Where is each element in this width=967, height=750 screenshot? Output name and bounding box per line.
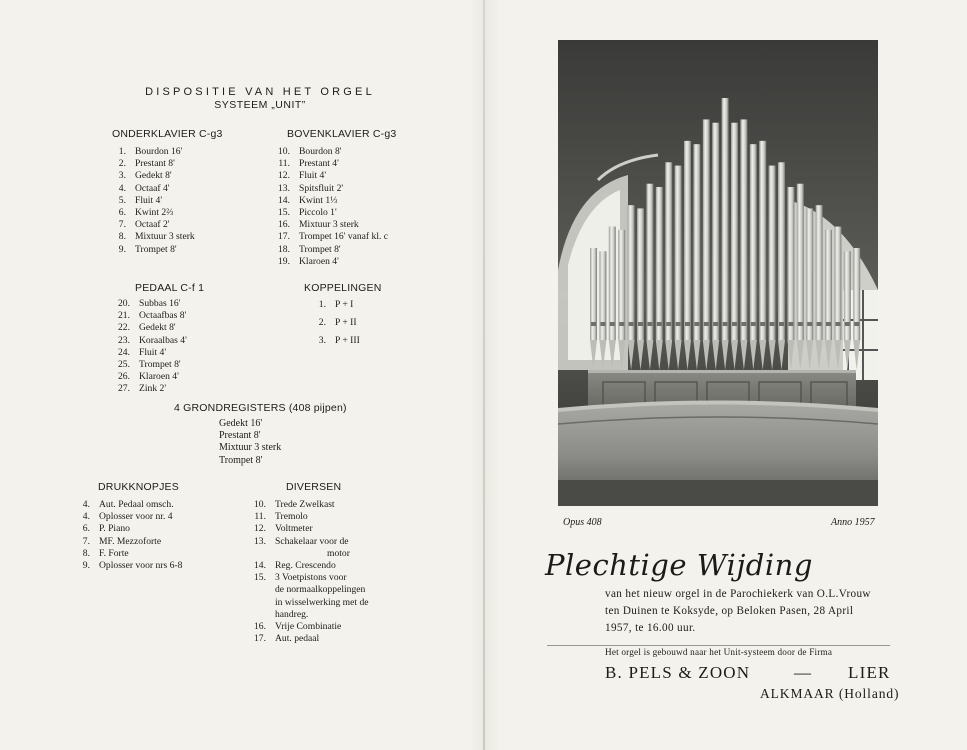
koppelingen-list (300, 296, 360, 350)
organ-pipe-mouth (751, 322, 756, 326)
disposition-title-line1: DISPOSITIE VAN HET ORGEL (145, 86, 375, 98)
organ-pipe-mouth (732, 322, 737, 326)
organ-pipe (590, 248, 597, 340)
koppeling-number: 3. (318, 335, 326, 346)
onderklavier-list (100, 146, 195, 256)
koppeling-label: P + III (335, 335, 360, 346)
bovenklavier-label: Kwint 1⅓ (299, 194, 338, 206)
firm-dash: — (794, 663, 813, 682)
bovenklavier-label: Mixtuur 3 sterk (299, 219, 359, 231)
diversen-number (238, 609, 275, 621)
organ-illustration (558, 40, 878, 506)
bovenklavier-item (264, 170, 388, 182)
pedaal-number: 20. (118, 298, 130, 309)
diversen-item (238, 584, 369, 596)
pedaal-label: Koraalbas 4' (139, 334, 187, 346)
drukknop-label: Oplosser voor nrs 6-8 (99, 560, 183, 572)
bovenklavier-number: 13. (278, 182, 290, 194)
pedaal-number: 27. (118, 383, 130, 395)
diversen-item (238, 633, 369, 645)
organ-pipe-mouth (610, 322, 615, 326)
koppelingen-heading: KOPPELINGEN (304, 282, 382, 294)
organ-pipe (806, 208, 813, 340)
bovenklavier-label: Prestant 4' (299, 158, 339, 170)
organ-pipe-mouth (723, 322, 728, 326)
organ-pipe-mouth (657, 322, 662, 326)
diversen-list (238, 499, 369, 645)
diversen-item (238, 621, 369, 633)
organ-pipe-mouth (845, 322, 850, 326)
drukknop-label: MF. Mezzoforte (99, 535, 162, 547)
organ-pipe (646, 184, 653, 340)
organ-pipe (628, 205, 635, 340)
grondregister-item: Trompet 8' (219, 454, 263, 466)
diversen-label: Aut. pedaal (275, 633, 320, 645)
drukknop-item (68, 548, 182, 560)
bovenklavier-item (264, 244, 388, 256)
organ-pipe (675, 166, 682, 340)
pedaal-item (104, 310, 187, 322)
drukknop-number: 4. (82, 499, 90, 510)
organ-pipe-mouth (779, 322, 784, 326)
organ-pipe-mouth (647, 322, 652, 326)
builder-note: Het orgel is gebouwd naar het Unit-systeem door de Firma (605, 647, 833, 657)
organ-pipe (750, 144, 757, 340)
diversen-item (238, 609, 369, 621)
pedaal-item (104, 359, 187, 371)
organ-pipe-mouth (741, 322, 746, 326)
onderklavier-item (100, 158, 195, 170)
diversen-item (238, 511, 369, 523)
ceremony-title: Plechtige Wijding (545, 548, 813, 582)
diversen-number: 12. (254, 523, 266, 535)
pedaal-number: 24. (118, 346, 130, 358)
onderklavier-number: 9. (118, 243, 126, 255)
pedaal-number: 23. (118, 334, 130, 346)
onderklavier-item (100, 170, 195, 182)
diversen-number: 13. (254, 535, 266, 547)
firm-city-alkmaar: ALKMAAR (Holland) (760, 686, 900, 701)
pedaal-label: Gedekt 8' (139, 322, 176, 334)
organ-pipe-mouth (694, 322, 699, 326)
onderklavier-label: Prestant 8' (135, 158, 175, 170)
onderklavier-item (100, 219, 195, 231)
pedaal-number: 21. (118, 310, 130, 322)
organ-pipe-mouth (685, 322, 690, 326)
koppeling-item (300, 314, 360, 332)
organ-pipe-mouth (854, 322, 859, 326)
koppeling-label: P + II (335, 317, 357, 328)
bovenklavier-item (264, 256, 388, 268)
diversen-item (238, 572, 369, 584)
organ-pipe (656, 187, 663, 340)
onderklavier-number: 4. (118, 182, 126, 194)
drukknop-item (68, 536, 182, 548)
organ-pipe-mouth (600, 322, 605, 326)
drukknop-number: 8. (82, 547, 90, 559)
bovenklavier-number: 11. (278, 158, 290, 170)
drukknopjes-heading: DRUKKNOPJES (98, 481, 179, 493)
bovenklavier-number: 17. (278, 231, 290, 243)
drukknop-number: 6. (82, 523, 90, 535)
bovenklavier-number: 10. (278, 146, 290, 157)
diversen-item (238, 536, 369, 548)
koppeling-item (300, 296, 360, 314)
pedaal-item (104, 335, 187, 347)
onderklavier-number: 7. (118, 219, 126, 231)
divider-rule (547, 645, 890, 646)
drukknop-number: 4. (82, 511, 90, 523)
organ-pipe (769, 166, 776, 340)
organ-pipe (740, 119, 747, 340)
koppeling-number: 2. (318, 317, 326, 328)
organ-pipe-mouth (638, 322, 643, 326)
onderklavier-label: Trompet 8' (135, 243, 177, 255)
bovenklavier-label: Trompet 16' vanaf kl. c (299, 231, 389, 243)
onderklavier-label: Bourdon 16' (135, 146, 183, 157)
diversen-label: Voltmeter (275, 523, 313, 535)
diversen-number: 14. (254, 560, 266, 572)
pedaal-label: Trompet 8' (139, 359, 181, 371)
organ-pipe (637, 208, 644, 340)
drukknop-item (68, 511, 182, 523)
pedaal-item (104, 383, 187, 395)
description-line: ten Duinen te Koksyde, op Beloken Pasen, 28 April (605, 605, 854, 617)
organ-pipe (722, 98, 729, 340)
koppeling-label: P + I (335, 299, 354, 310)
opus-label: Opus 408 (563, 517, 602, 528)
diversen-label: Vrije Combinatie (275, 621, 342, 633)
organ-pipe (712, 123, 719, 340)
bovenklavier-label: Piccolo 1' (299, 207, 337, 219)
organ-pipe (778, 162, 785, 340)
drukknop-number: 9. (82, 560, 90, 572)
bovenklavier-label: Spitsfluit 2' (299, 182, 344, 194)
pedaal-item (104, 298, 187, 310)
diversen-number: 17. (254, 633, 266, 645)
bovenklavier-item (264, 183, 388, 195)
drukknop-label: F. Forte (99, 547, 129, 559)
diversen-heading: DIVERSEN (286, 481, 342, 493)
diversen-label: motor (327, 547, 350, 559)
diversen-label: Reg. Crescendo (275, 560, 336, 572)
pedaal-number: 26. (118, 371, 130, 383)
disposition-title (100, 86, 420, 111)
organ-pipe-mouth (835, 322, 840, 326)
diversen-label: 3 Voetpistons voor (275, 572, 347, 584)
diversen-label: Tremolo (275, 511, 308, 523)
bovenklavier-label: Klaroen 4' (299, 255, 339, 267)
onderklavier-item (100, 146, 195, 158)
diversen-number: 16. (254, 621, 266, 633)
disposition-title-line2: SYSTEEM „UNIT” (214, 99, 306, 111)
diversen-item (238, 499, 369, 511)
diversen-label: handreg. (275, 608, 309, 620)
bovenklavier-number: 19. (278, 255, 290, 267)
organ-pipe (684, 141, 691, 340)
organ-pipe-mouth (826, 322, 831, 326)
ceremony-description (605, 586, 871, 637)
organ-pipe-mouth (807, 322, 812, 326)
drukknopjes-list (68, 499, 182, 572)
diversen-label: in wisselwerking met de (275, 596, 369, 608)
onderklavier-label: Gedekt 8' (135, 170, 172, 182)
pedaal-label: Fluit 4' (139, 346, 167, 358)
diversen-item (238, 597, 369, 609)
pedaal-label: Octaafbas 8' (139, 310, 187, 322)
firm-name: B. PELS & ZOON (605, 663, 751, 682)
bovenklavier-list (264, 146, 388, 268)
onderklavier-label: Octaaf 2' (135, 219, 170, 231)
drukknop-item (68, 560, 182, 572)
diversen-item (238, 560, 369, 572)
bovenklavier-label: Bourdon 8' (299, 146, 342, 157)
onderklavier-label: Kwint 2⅔ (135, 207, 174, 219)
organ-pipe (816, 205, 823, 340)
pedaal-number: 25. (118, 359, 130, 371)
organ-pipe (731, 123, 738, 340)
bovenklavier-item (264, 231, 388, 243)
organ-pipe (599, 251, 606, 340)
koppeling-number: 1. (318, 299, 326, 310)
firm-city-lier: LIER (848, 663, 891, 682)
pedaal-heading: PEDAAL C-f 1 (135, 282, 205, 294)
koppeling-item (300, 332, 360, 350)
onderklavier-number: 5. (118, 194, 126, 206)
pedaal-label: Subbas 16' (139, 298, 181, 309)
bovenklavier-number: 12. (278, 170, 290, 182)
organ-pipe-mouth (676, 322, 681, 326)
bovenklavier-heading: BOVENKLAVIER C-g3 (287, 128, 397, 140)
organ-pipe-mouth (713, 322, 718, 326)
diversen-number: 15. (254, 572, 266, 584)
bovenklavier-item (264, 207, 388, 219)
diversen-item (238, 523, 369, 535)
diversen-item (238, 548, 369, 560)
organ-pipe-mouth (788, 322, 793, 326)
organ-pipe (759, 141, 766, 340)
anno-label: Anno 1957 (831, 517, 875, 528)
drukknop-item (68, 499, 182, 511)
bovenklavier-number: 14. (278, 194, 290, 206)
bovenklavier-number: 15. (278, 207, 290, 219)
organ-photo (558, 40, 878, 506)
grondregister-item: Gedekt 16' (219, 418, 263, 429)
organ-pipe-mouth (591, 322, 596, 326)
onderklavier-number: 6. (118, 207, 126, 219)
pedaal-label: Zink 2' (139, 383, 167, 395)
pedaal-label: Klaroen 4' (139, 371, 179, 383)
onderklavier-item (100, 183, 195, 195)
pedaal-number: 22. (118, 322, 130, 334)
bovenklavier-item (264, 219, 388, 231)
organ-pipe-mouth (817, 322, 822, 326)
page-fold (483, 0, 485, 750)
organ-pipe-mouth (798, 322, 803, 326)
bovenklavier-item (264, 195, 388, 207)
organ-pipe (665, 162, 672, 340)
bovenklavier-number: 16. (278, 219, 290, 231)
bovenklavier-number: 18. (278, 243, 290, 255)
bovenklavier-label: Trompet 8' (299, 243, 341, 255)
onderklavier-item (100, 244, 195, 256)
onderklavier-item (100, 195, 195, 207)
pedaal-item (104, 371, 187, 383)
organ-pipe-mouth (666, 322, 671, 326)
fold-shadow (470, 0, 500, 750)
organ-pipe (853, 248, 860, 340)
bovenklavier-label: Fluit 4' (299, 170, 327, 182)
organ-pipe (844, 251, 851, 340)
description-line: 1957, te 16.00 uur. (605, 622, 696, 634)
diversen-number: 10. (254, 499, 266, 510)
onderklavier-number: 2. (118, 158, 126, 170)
organ-pipe-mouth (770, 322, 775, 326)
organ-pipe (703, 119, 710, 340)
pedaal-item (104, 347, 187, 359)
onderklavier-number: 8. (118, 231, 126, 243)
onderklavier-item (100, 207, 195, 219)
organ-pipe-mouth (704, 322, 709, 326)
organ-pipe (787, 187, 794, 340)
bovenklavier-item (264, 158, 388, 170)
grondregisters-list (219, 418, 281, 467)
organ-pipe (797, 184, 804, 340)
organ-pipe-mouth (760, 322, 765, 326)
diversen-label: de normaalkoppelingen (275, 584, 366, 596)
onderklavier-label: Fluit 4' (135, 194, 163, 206)
onderklavier-number: 1. (118, 146, 126, 157)
onderklavier-label: Octaaf 4' (135, 182, 170, 194)
diversen-number: 11. (254, 511, 266, 523)
drukknop-label: Aut. Pedaal omsch. (99, 499, 174, 510)
diversen-number (238, 548, 275, 560)
drukknop-label: P. Piano (99, 523, 130, 535)
grondregisters-heading: 4 GRONDREGISTERS (408 pijpen) (174, 402, 347, 414)
description-line: van het nieuw orgel in de Parochiekerk van O.L.Vrouw (605, 588, 871, 600)
diversen-number (238, 584, 275, 596)
grondregister-item: Prestant 8' (219, 430, 261, 442)
drukknop-item (68, 523, 182, 535)
diversen-number (238, 597, 275, 609)
organ-pipe (693, 144, 700, 340)
diversen-label: Schakelaar voor de (275, 535, 349, 547)
onderklavier-label: Mixtuur 3 sterk (135, 231, 195, 243)
pedaal-list (104, 298, 187, 396)
diversen-label: Trede Zwelkast (275, 499, 335, 510)
onderklavier-number: 3. (118, 170, 126, 182)
organ-pipe-mouth (619, 322, 624, 326)
onderklavier-item (100, 231, 195, 243)
drukknop-number: 7. (82, 535, 90, 547)
organ-pipe-mouth (629, 322, 634, 326)
bovenklavier-item (264, 146, 388, 158)
onderklavier-heading: ONDERKLAVIER C-g3 (112, 128, 223, 140)
grondregister-item: Mixtuur 3 sterk (219, 442, 282, 454)
pedaal-item (104, 322, 187, 334)
drukknop-label: Oplosser voor nr. 4 (99, 511, 173, 523)
